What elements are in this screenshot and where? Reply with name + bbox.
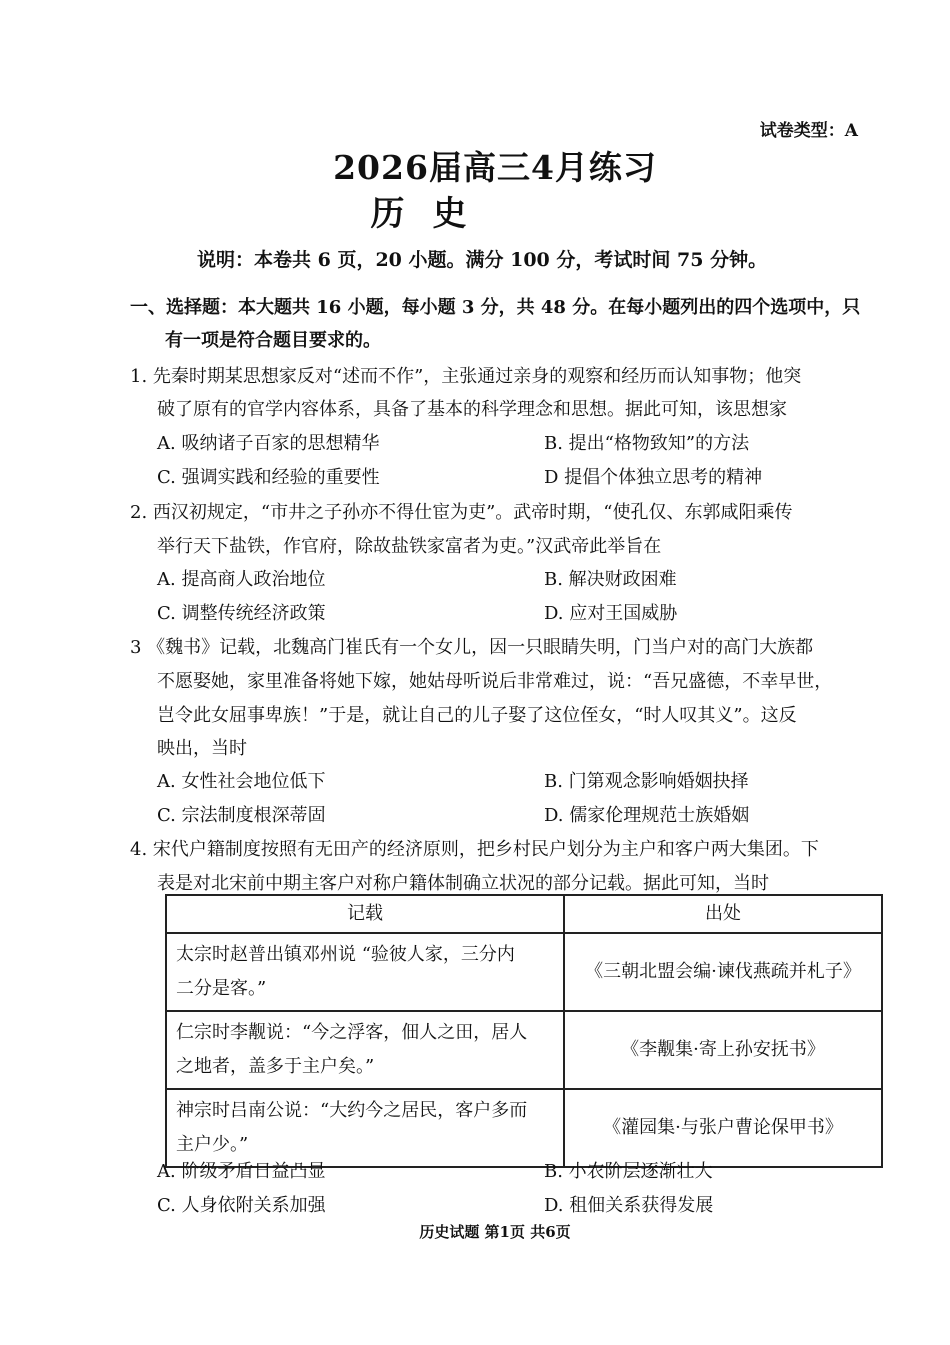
question-4-text-cont: 表是对北宋前中期主客户对称户籍体制确立状况的部分记载。据此可知，当时 [157, 873, 769, 894]
question-4-option-d: D. 租佃关系获得发展 [544, 1195, 714, 1216]
question-3-text-cont-2: 岂令此女屈事卑族！”于是，就让自己的儿子娶了这位侄女，“时人叹其义”。这反 [157, 705, 797, 726]
exam-title: 2026届高三4月练习 [333, 148, 657, 187]
question-2-option-d: D. 应对王国威胁 [544, 603, 678, 624]
table-row [166, 1011, 882, 1089]
table-cell-record [166, 933, 564, 1011]
question-1-text-cont: 破了原有的官学内容体系，具备了基本的科学理念和思想。据此可知，该思想家 [157, 399, 787, 420]
records-table [165, 894, 883, 1168]
section-heading: 一、选择题：本大题共 16 小题，每小题 3 分，共 48 分。在每小题列出的四个选项中，只 [130, 297, 861, 318]
question-4-text: 4. 宋代户籍制度按照有无田产的经济原则，把乡村民户划分为主户和客户两大集团。下 [130, 839, 819, 860]
question-2-option-c: C. 调整传统经济政策 [157, 603, 326, 624]
section-heading-cont: 有一项是符合题目要求的。 [165, 330, 381, 351]
question-1-option-d: D 提倡个体独立思考的精神 [544, 467, 763, 488]
table-cell-source: 《灌园集·与张户曹论保甲书》 [564, 1089, 882, 1167]
question-2-option-a: A. 提高商人政治地位 [157, 569, 326, 590]
question-4-option-c: C. 人身依附关系加强 [157, 1195, 326, 1216]
question-1-text: 1. 先秦时期某思想家反对“述而不作”，主张通过亲身的观察和经历而认知事物；他突 [130, 366, 802, 387]
question-3-option-b: B. 门第观念影响婚姻抉择 [544, 771, 749, 792]
question-4-option-b: B. 小农阶层逐渐壮大 [544, 1161, 713, 1182]
question-3-text-cont-1: 不愿娶她，家里准备将她下嫁，她姑母听说后非常难过，说：“吾兄盛德，不幸早世， [157, 671, 833, 692]
record-line: 太宗时赵普出镇邓州说 “验彼人家，三分内 [176, 944, 515, 965]
question-2-option-b: B. 解决财政困难 [544, 569, 677, 590]
page-footer: 历史试题 第1页 共6页 [419, 1223, 571, 1241]
table-header-record: 记载 [166, 895, 564, 933]
question-1-option-c: C. 强调实践和经验的重要性 [157, 467, 380, 488]
question-3-text-cont-3: 映出，当时 [157, 738, 247, 759]
question-1-option-b: B. 提出“格物致知”的方法 [544, 433, 750, 454]
table-cell-record [166, 1011, 564, 1089]
record-line: 之地者，盖多于主户矣。” [176, 1056, 375, 1077]
record-line: 神宗时吕南公说：“大约今之居民，客户多而 [176, 1100, 528, 1121]
table-cell-source: 《李觏集·寄上孙安抚书》 [564, 1011, 882, 1089]
instructions: 说明：本卷共 6 页，20 小题。满分 100 分，考试时间 75 分钟。 [197, 249, 768, 271]
table-header-source: 出处 [564, 895, 882, 933]
question-3-option-a: A. 女性社会地位低下 [157, 771, 326, 792]
question-3-option-d: D. 儒家伦理规范士族婚姻 [544, 805, 750, 826]
question-3-option-c: C. 宗法制度根深蒂固 [157, 805, 326, 826]
table-header-row [166, 895, 882, 933]
table-cell-source: 《三朝北盟会编·谏伐燕疏并札子》 [564, 933, 882, 1011]
table-cell-record [166, 1089, 564, 1167]
question-2-text-cont: 举行天下盐铁，作官府，除故盐铁家富者为吏。”汉武帝此举旨在 [157, 536, 662, 557]
question-4-option-a: A. 阶级矛盾日益凸显 [157, 1161, 326, 1182]
table-row [166, 1089, 882, 1167]
question-2-text: 2. 西汉初规定，“市井之子孙亦不得仕宦为吏”。武帝时期，“使孔仅、东郭咸阳乘传 [130, 502, 793, 523]
subject-title: 历史 [370, 194, 495, 234]
record-line: 主户少。” [176, 1134, 249, 1155]
question-1-option-a: A. 吸纳诸子百家的思想精华 [157, 433, 380, 454]
record-line: 仁宗时李觏说：“今之浮客，佃人之田，居人 [176, 1022, 528, 1043]
paper-type: 试卷类型：A [759, 121, 858, 141]
question-3-text: 3 《魏书》记载，北魏高门崔氏有一个女儿，因一只眼睛失明，门当户对的高门大族都 [130, 637, 814, 658]
table-row [166, 933, 882, 1011]
record-line: 二分是客。” [176, 978, 267, 999]
